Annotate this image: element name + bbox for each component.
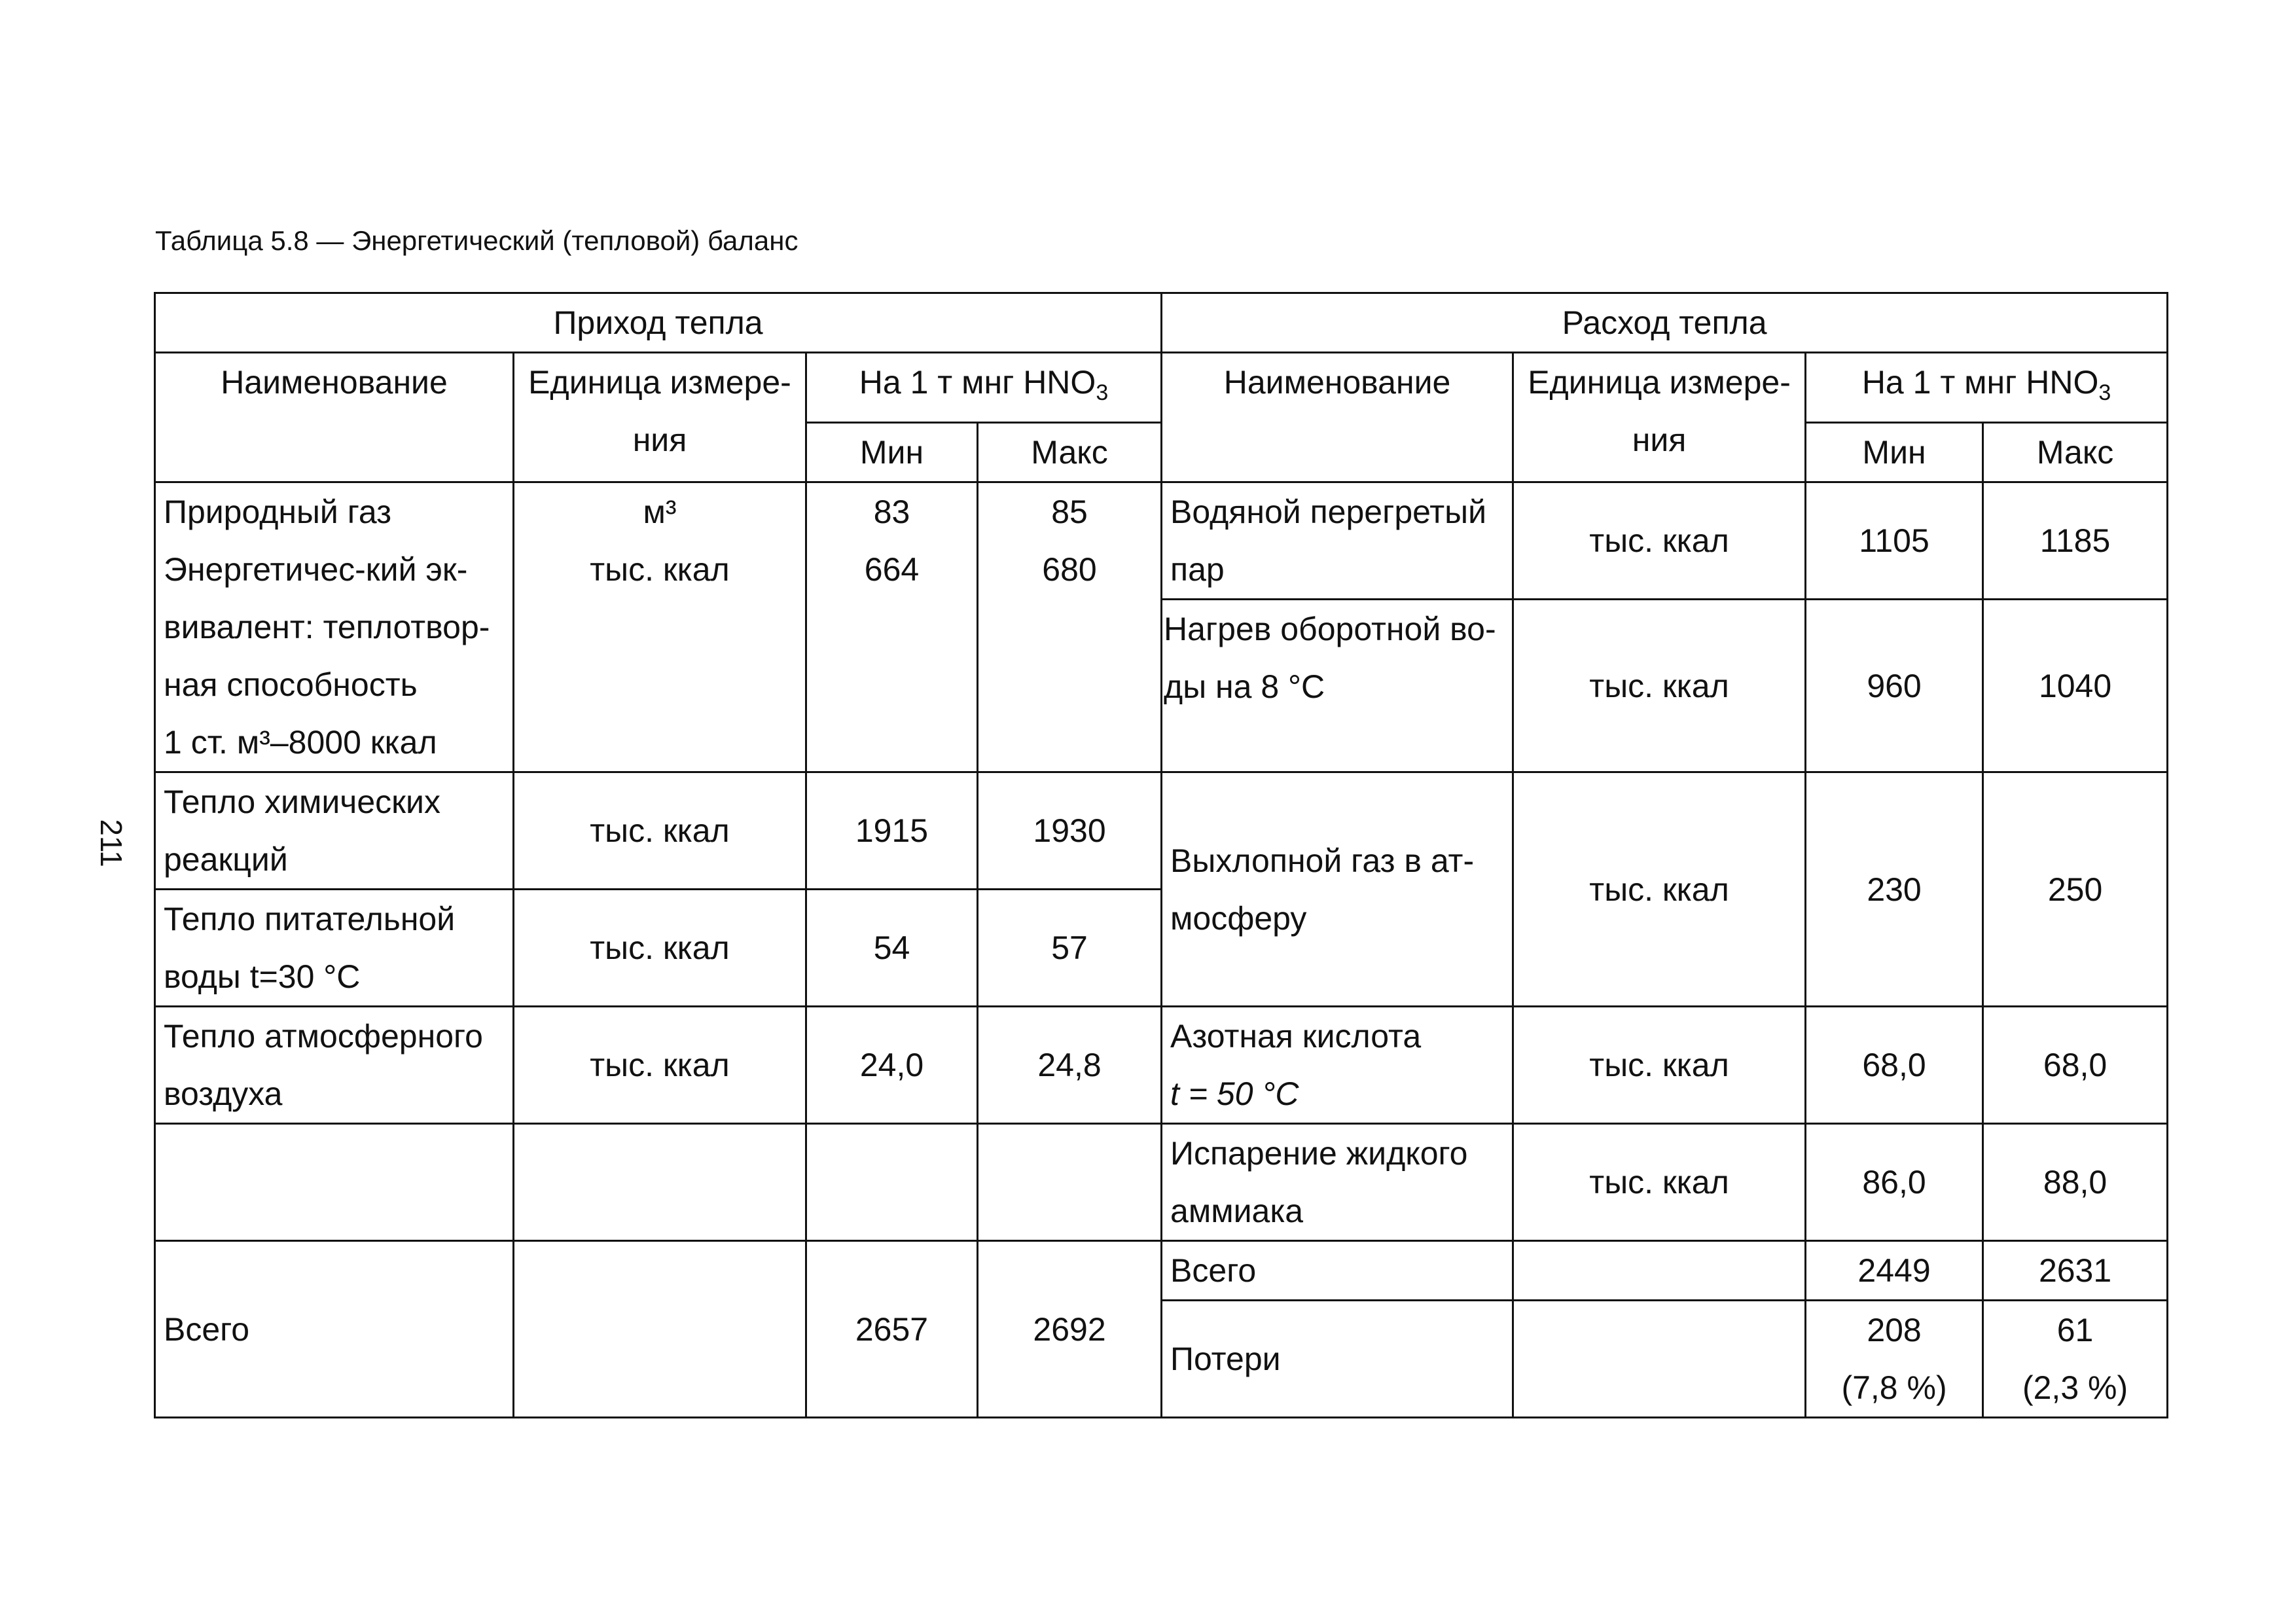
expense-total-name: Всего xyxy=(1162,1241,1513,1301)
expense-row-exhaust-max: 250 xyxy=(1983,772,2168,1007)
income-row-air-max: 24,8 xyxy=(978,1007,1162,1124)
expense-per-ton-header: На 1 т мнг $HNO_3$ xyxy=(1806,353,2168,423)
income-row-feed-water-name: Тепло питательной воды t=30 °С xyxy=(155,890,514,1007)
income-row-chemical-name: Тепло химических реакций xyxy=(155,772,514,890)
income-row-empty-max xyxy=(978,1124,1162,1241)
expense-losses-max: 61 (2,3 %) xyxy=(1983,1301,2168,1418)
income-row-natural-gas-max: 85 680 xyxy=(978,482,1162,772)
income-row-air-unit: тыс. ккал xyxy=(514,1007,806,1124)
expense-row-exhaust-name: Выхлопной газ в ат- мосферу xyxy=(1162,772,1513,1007)
table-caption: Таблица 5.8 — Энергетический (тепловой) баланс xyxy=(155,225,798,256)
income-row-feed-water-unit: тыс. ккал xyxy=(514,890,806,1007)
income-row-empty-unit xyxy=(514,1124,806,1241)
expense-unit-col-header: Единица измере- ния xyxy=(1513,353,1806,482)
income-row-natural-gas-unit: м³ тыс. ккал xyxy=(514,482,806,772)
income-header: Приход тепла xyxy=(155,293,1162,353)
expense-total-unit xyxy=(1513,1241,1806,1301)
expense-row-ammonia-name: Испарение жидкого аммиака xyxy=(1162,1124,1513,1241)
expense-min-header: Мин xyxy=(1806,423,1983,482)
expense-row-nitric-acid-unit: тыс. ккал xyxy=(1513,1007,1806,1124)
income-row-natural-gas-min: 83 664 xyxy=(806,482,978,772)
expense-name-col-header: Наименование xyxy=(1162,353,1513,482)
expense-row-water-heating-max: 1040 xyxy=(1983,600,2168,772)
income-row-chemical-min: 1915 xyxy=(806,772,978,890)
income-total-name: Всего xyxy=(155,1241,514,1418)
income-min-header: Мин xyxy=(806,423,978,482)
expense-row-steam-min: 1105 xyxy=(1806,482,1983,600)
income-total-unit xyxy=(514,1241,806,1418)
expense-row-ammonia-min: 86,0 xyxy=(1806,1124,1983,1241)
expense-row-water-heating-name: Нагрев оборотной во- ды на 8 °С xyxy=(1162,600,1513,772)
income-unit-col-header: Единица измере- ния xyxy=(514,353,806,482)
expense-row-water-heating-min: 960 xyxy=(1806,600,1983,772)
expense-total-max: 2631 xyxy=(1983,1241,2168,1301)
income-row-feed-water-max: 57 xyxy=(978,890,1162,1007)
income-name-col-header: Наименование xyxy=(155,353,514,482)
income-row-air-name: Тепло атмосферного воздуха xyxy=(155,1007,514,1124)
expense-row-exhaust-unit: тыс. ккал xyxy=(1513,772,1806,1007)
income-total-max: 2692 xyxy=(978,1241,1162,1418)
income-row-air-min: 24,0 xyxy=(806,1007,978,1124)
expense-row-nitric-acid-min: 68,0 xyxy=(1806,1007,1983,1124)
page-number: 211 xyxy=(94,819,128,867)
income-max-header: Макс xyxy=(978,423,1162,482)
expense-max-header: Макс xyxy=(1983,423,2168,482)
income-total-min: 2657 xyxy=(806,1241,978,1418)
expense-row-nitric-acid-name: Азотная кислота t = 50 °С xyxy=(1162,1007,1513,1124)
income-row-chemical-max: 1930 xyxy=(978,772,1162,890)
expense-row-steam-max: 1185 xyxy=(1983,482,2168,600)
expense-losses-unit xyxy=(1513,1301,1806,1418)
expense-row-nitric-acid-max: 68,0 xyxy=(1983,1007,2168,1124)
income-row-feed-water-min: 54 xyxy=(806,890,978,1007)
income-row-natural-gas-name: Природный газ Энергетичес-кий эк- вивалент: теплотвор- ная способность 1 ст. м³–8000 ккал xyxy=(155,482,514,772)
expense-losses-min: 208 (7,8 %) xyxy=(1806,1301,1983,1418)
income-row-empty-name xyxy=(155,1124,514,1241)
expense-total-min: 2449 xyxy=(1806,1241,1983,1301)
expense-row-exhaust-min: 230 xyxy=(1806,772,1983,1007)
income-per-ton-header: На 1 т мнг $HNO_3$ xyxy=(806,353,1162,423)
expense-header: Расход тепла xyxy=(1162,293,2168,353)
income-row-chemical-unit: тыс. ккал xyxy=(514,772,806,890)
expense-losses-name: Потери xyxy=(1162,1301,1513,1418)
expense-row-water-heating-unit: тыс. ккал xyxy=(1513,600,1806,772)
expense-row-ammonia-unit: тыс. ккал xyxy=(1513,1124,1806,1241)
heat-balance-table xyxy=(154,292,2168,1418)
expense-row-steam-name: Водяной перегретый пар xyxy=(1162,482,1513,600)
expense-row-steam-unit: тыс. ккал xyxy=(1513,482,1806,600)
income-row-empty-min xyxy=(806,1124,978,1241)
expense-row-ammonia-max: 88,0 xyxy=(1983,1124,2168,1241)
